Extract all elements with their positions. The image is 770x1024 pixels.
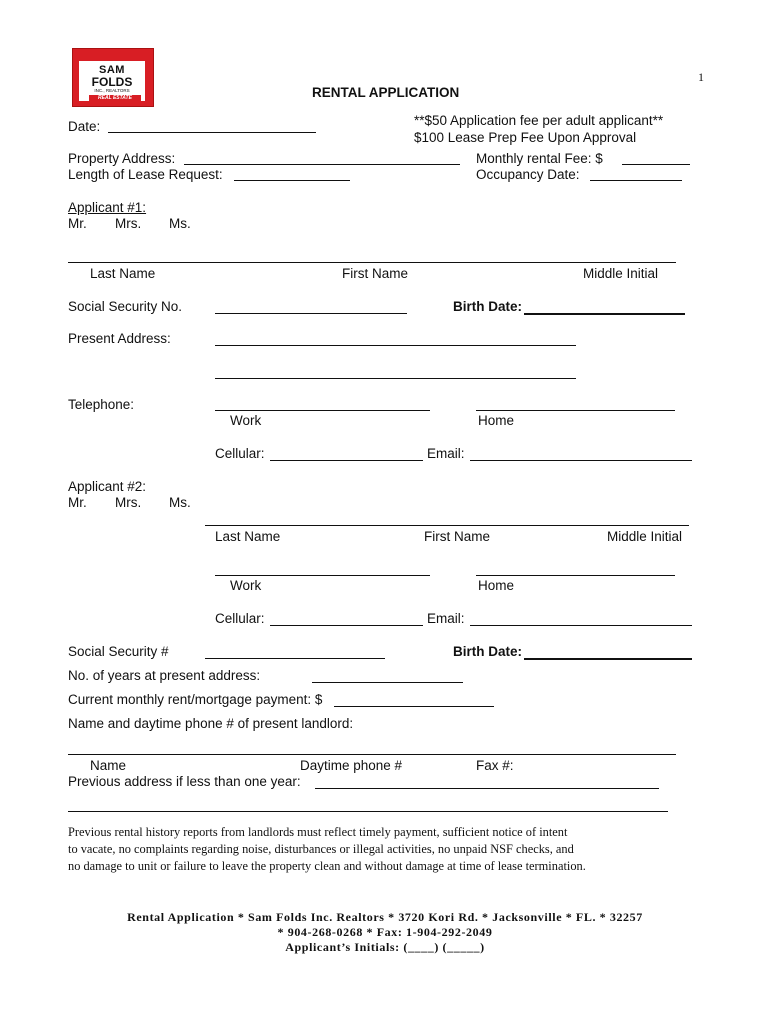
years-at-address-field[interactable]	[312, 682, 463, 683]
applicant1-title-ms[interactable]: Ms.	[169, 216, 191, 231]
applicant1-birth-date-label: Birth Date:	[453, 299, 523, 314]
occupancy-date-label: Occupancy Date:	[476, 167, 580, 182]
applicant1-email-field[interactable]	[470, 460, 692, 461]
applicant2-ssn-field[interactable]	[205, 658, 385, 659]
applicant2-ssn-label: Social Security #	[68, 644, 169, 659]
applicant1-address-field-2[interactable]	[215, 378, 576, 379]
applicant2-email-label: Email:	[427, 611, 465, 626]
applicant2-name-field[interactable]	[205, 525, 689, 526]
applicant1-telephone-label: Telephone:	[68, 397, 135, 412]
applicant2-first-name-label: First Name	[424, 529, 491, 544]
logo-text-folds: FOLDS	[91, 75, 133, 89]
applicant1-email-label: Email:	[427, 446, 465, 461]
logo-text-inc: INC., REALTORS	[94, 88, 130, 93]
lease-length-label: Length of Lease Request:	[68, 167, 223, 182]
rent-payment-field[interactable]	[334, 706, 494, 707]
footer-initials: Applicant’s Initials: (____) (_____)	[285, 940, 485, 954]
application-fee-note: **$50 Application fee per adult applicant**	[414, 113, 664, 128]
policy-line: Previous rental history reports from landlords must reflect timely payment, sufficient notice of intent	[68, 825, 568, 839]
applicant2-work-label: Work	[230, 578, 262, 593]
applicant2-middle-initial-label: Middle Initial	[607, 529, 683, 544]
page-title: RENTAL APPLICATION	[312, 85, 460, 100]
previous-address-label: Previous address if less than one year:	[68, 774, 301, 789]
applicant1-last-name-label: Last Name	[90, 266, 156, 281]
previous-address-field-1[interactable]	[315, 788, 659, 789]
monthly-rental-fee-label: Monthly rental Fee: $	[476, 151, 603, 166]
landlord-label: Name and daytime phone # of present landlord:	[68, 716, 354, 731]
policy-line: no damage to unit or failure to leave the property clean and without damage at time of lease termination.	[68, 859, 586, 873]
applicant1-middle-initial-label: Middle Initial	[583, 266, 659, 281]
applicant2-birth-date-label: Birth Date:	[453, 644, 523, 659]
occupancy-date-field[interactable]	[590, 180, 682, 181]
landlord-fax-label: Fax #:	[476, 758, 514, 773]
applicant1-ssn-field[interactable]	[215, 313, 407, 314]
footer-address: Rental Application * Sam Folds Inc. Realtors * 3720 Kori Rd. * Jacksonville * FL. * 32257	[127, 910, 643, 924]
applicant1-heading: Applicant #1:	[68, 200, 147, 215]
years-at-address-label: No. of years at present address:	[68, 668, 261, 683]
landlord-field[interactable]	[68, 754, 676, 755]
applicant1-name-field[interactable]	[68, 262, 676, 263]
previous-address-field-2[interactable]	[68, 811, 668, 812]
applicant1-birth-date-field[interactable]	[524, 313, 685, 315]
applicant1-home-phone-field[interactable]	[476, 410, 675, 411]
lease-length-field[interactable]	[234, 180, 350, 181]
policy-line: to vacate, no complaints regarding noise, disturbances or illegal activities, no unpaid NSF checks, and	[68, 842, 574, 856]
applicant1-home-label: Home	[478, 413, 515, 428]
applicant2-email-field[interactable]	[470, 625, 692, 626]
applicant1-work-label: Work	[230, 413, 262, 428]
applicant2-home-phone-field[interactable]	[476, 575, 675, 576]
lease-prep-fee-note: $100 Lease Prep Fee Upon Approval	[414, 130, 637, 145]
applicant1-cellular-label: Cellular:	[215, 446, 265, 461]
applicant1-cellular-field[interactable]	[270, 460, 423, 461]
page-number: 1	[698, 70, 704, 84]
date-label: Date:	[68, 119, 101, 134]
applicant2-home-label: Home	[478, 578, 515, 593]
rental-history-policy	[68, 824, 688, 875]
applicant2-cellular-label: Cellular:	[215, 611, 265, 626]
landlord-name-label: Name	[90, 758, 127, 773]
logo-text-real-estate: REAL ESTATE	[89, 95, 141, 102]
sam-folds-logo	[72, 48, 154, 107]
logo-text-sam: SAM	[99, 64, 125, 76]
applicant1-ssn-label: Social Security No.	[68, 299, 183, 314]
applicant2-title-mrs[interactable]: Mrs.	[115, 495, 142, 510]
applicant2-birth-date-field[interactable]	[524, 658, 692, 660]
applicant1-title-mr[interactable]: Mr.	[68, 216, 87, 231]
landlord-phone-label: Daytime phone #	[300, 758, 403, 773]
applicant2-last-name-label: Last Name	[215, 529, 281, 544]
applicant2-cellular-field[interactable]	[270, 625, 423, 626]
applicant1-first-name-label: First Name	[342, 266, 409, 281]
applicant2-heading: Applicant #2:	[68, 479, 147, 494]
property-address-label: Property Address:	[68, 151, 176, 166]
applicant2-work-phone-field[interactable]	[215, 575, 430, 576]
property-address-field[interactable]	[184, 164, 460, 165]
applicant2-title-mr[interactable]: Mr.	[68, 495, 87, 510]
applicant1-title-mrs[interactable]: Mrs.	[115, 216, 142, 231]
rent-payment-label: Current monthly rent/mortgage payment: $	[68, 692, 323, 707]
date-field[interactable]	[108, 132, 316, 133]
footer-phone-fax: * 904-268-0268 * Fax: 1-904-292-2049	[277, 925, 493, 939]
applicant1-present-address-label: Present Address:	[68, 331, 171, 346]
applicant1-address-field-1[interactable]	[215, 345, 576, 346]
logo-panel	[79, 61, 145, 101]
applicant1-work-phone-field[interactable]	[215, 410, 430, 411]
applicant2-title-ms[interactable]: Ms.	[169, 495, 191, 510]
monthly-rental-fee-field[interactable]	[622, 164, 690, 165]
